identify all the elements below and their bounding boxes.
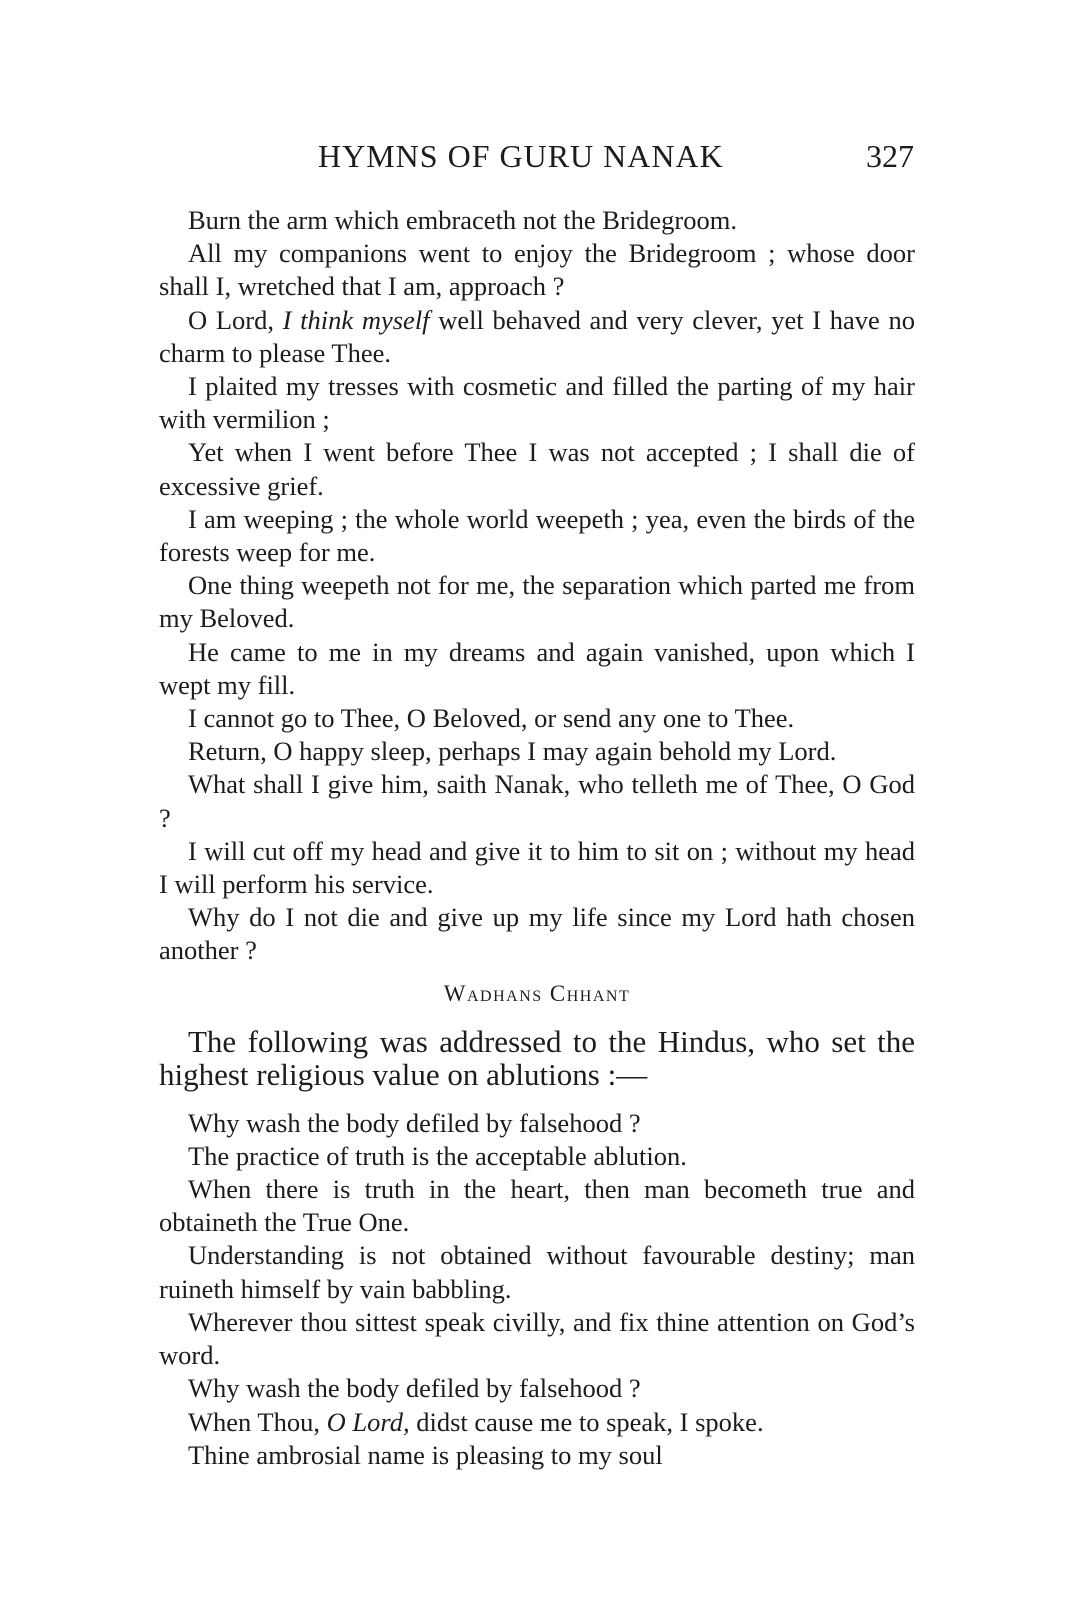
page-body	[159, 204, 915, 1472]
paragraph: Return, O happy sleep, perhaps I may again behold my Lord.	[188, 736, 837, 767]
paragraph: I am weeping ; the whole world weepeth ; yea, even the birds of the forests weep for me.	[159, 503, 915, 568]
paragraph: Why wash the body defiled by falsehood ?	[188, 1107, 641, 1138]
text-run: well behaved and very clever, yet I have no charm to please Thee.	[159, 304, 915, 368]
page-header	[0, 138, 1066, 182]
paragraph	[159, 1406, 915, 1439]
paragraph: Wherever thou sittest speak civilly, and fix thine attention on God’s word.	[159, 1306, 915, 1371]
paragraph: All my companions went to enjoy the Bridegroom ; whose door shall I, wretched that I am, approach ?	[159, 238, 915, 302]
page-number: 327	[866, 138, 914, 174]
italic-text: I think myself	[282, 304, 430, 335]
italic-text: O Lord,	[326, 1406, 410, 1437]
paragraph: Yet when I went before Thee I was not accepted ; I shall die of excessive grief.	[159, 437, 915, 501]
paragraph: Why do I not die and give up my life since my Lord hath chosen another ?	[159, 902, 915, 966]
paragraph: I cannot go to Thee, O Beloved, or send any one to Thee.	[188, 703, 795, 734]
paragraph	[159, 304, 915, 370]
paragraph: Understanding is not obtained without favourable destiny; man ruineth himself by vain babbling.	[159, 1240, 915, 1304]
paragraph: I plaited my tresses with cosmetic and filled the parting of my hair with vermilion ;	[159, 371, 915, 435]
paragraph: One thing weepeth not for me, the separation which parted me from my Beloved.	[159, 570, 915, 634]
text-run: When Thou,	[188, 1406, 327, 1437]
section-heading: Wadhans Chhant	[443, 980, 631, 1006]
paragraph: I will cut off my head and give it to him to sit on ; without my head I will perform his service.	[159, 835, 915, 900]
paragraph: What shall I give him, saith Nanak, who telleth me of Thee, O God ?	[159, 769, 915, 833]
paragraph: Thine ambrosial name is pleasing to my soul	[188, 1439, 663, 1470]
paragraph: When there is truth in the heart, then man becometh true and obtaineth the True One.	[159, 1174, 915, 1238]
running-title: HYMNS OF GURU NANAK	[318, 138, 724, 174]
text-run: didst cause me to speak, I spoke.	[409, 1406, 764, 1437]
paragraph: The practice of truth is the acceptable ablution.	[188, 1140, 687, 1171]
paragraph: Burn the arm which embraceth not the Bridegroom.	[188, 205, 737, 235]
intro-paragraph: The following was addressed to the Hindus, who set the highest religious value on ablutions :—	[159, 1023, 915, 1092]
paragraph: He came to me in my dreams and again vanished, upon which I wept my fill.	[159, 636, 915, 700]
paragraph: Why wash the body defiled by falsehood ?	[188, 1373, 641, 1404]
text-run: O Lord,	[188, 304, 283, 335]
